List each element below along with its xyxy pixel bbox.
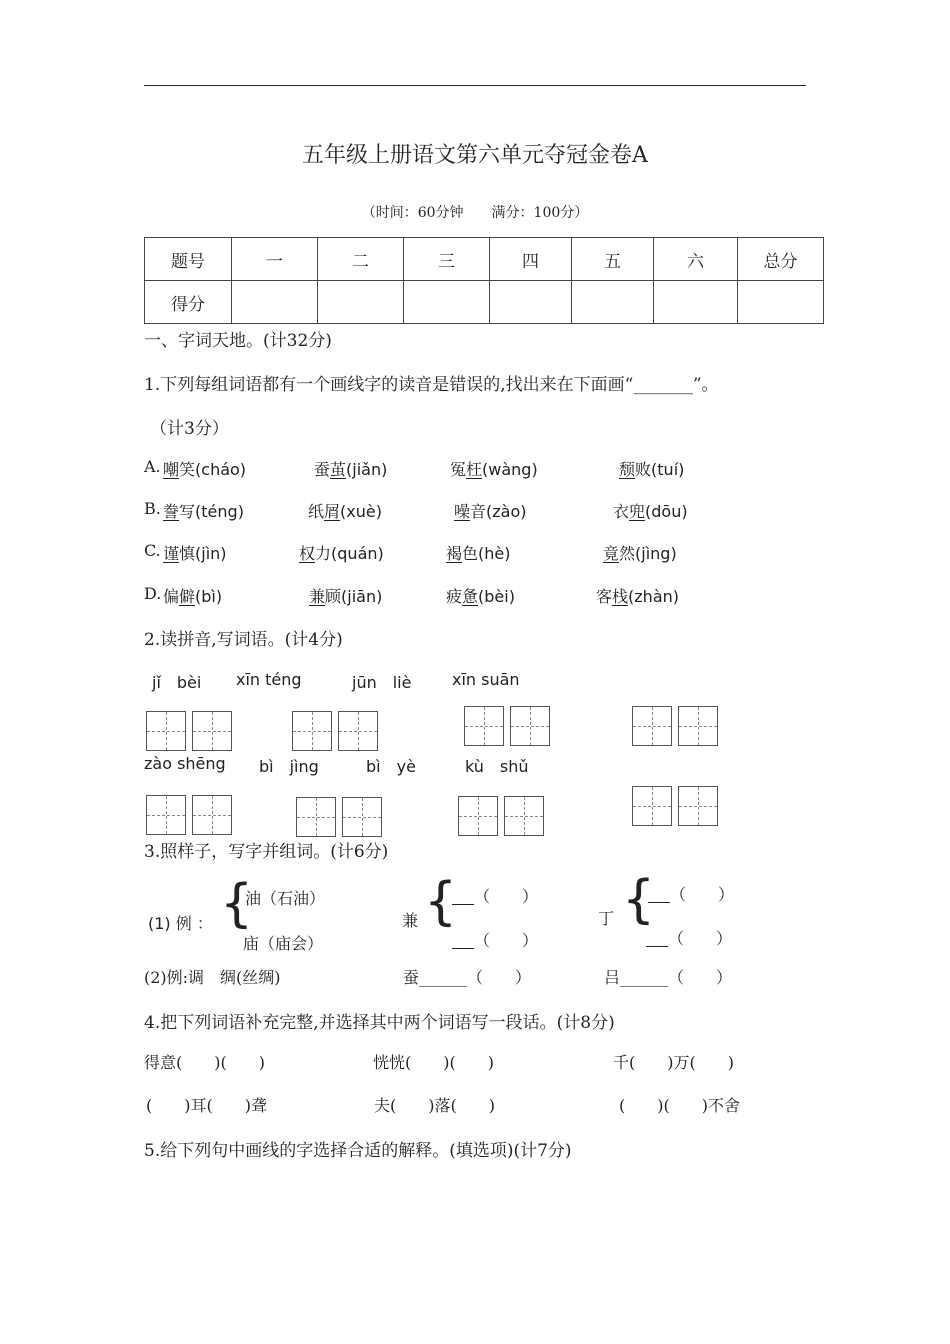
- question-1-title: 1.下列每组词语都有一个画线字的读音是错误的,找出来在下面画“_______”。: [144, 375, 719, 395]
- word-option[interactable]: [613, 499, 688, 522]
- example-label: (1) 例 ：: [148, 914, 213, 933]
- word-part: 蚕: [314, 460, 331, 479]
- underlined-char: 谨: [163, 544, 180, 563]
- word-option[interactable]: [446, 584, 515, 607]
- section-heading: 一、字词天地。(计32分): [144, 331, 332, 351]
- idiom-blank[interactable]: 得意( )( ): [144, 1053, 265, 1072]
- score-input-cell[interactable]: [738, 281, 824, 324]
- question-3-title: 3.照样子，写字并组词。(计6分): [144, 842, 389, 862]
- pinyin-label: jūn liè: [352, 673, 412, 692]
- pinyin-annotation: (jìn): [195, 544, 227, 563]
- word-part: 色: [462, 544, 479, 563]
- pinyin-annotation: (hè): [478, 544, 511, 563]
- paren-blank[interactable]: （ ）: [668, 929, 733, 948]
- fill-item[interactable]: 蚕______（ ）: [403, 968, 532, 987]
- score-input-cell[interactable]: [654, 281, 738, 324]
- score-input-cell[interactable]: [232, 281, 318, 324]
- answer-blank[interactable]: [646, 926, 732, 949]
- underlined-char: 僻: [179, 587, 196, 606]
- score-input-cell[interactable]: [572, 281, 654, 324]
- word-part: 偏: [163, 587, 180, 606]
- score-table: [144, 237, 824, 324]
- paren-blank[interactable]: （ ）: [474, 887, 539, 906]
- underlined-char: 兼: [309, 587, 326, 606]
- underlined-char: 褐: [446, 544, 463, 563]
- score-table-score-row: [145, 281, 824, 324]
- writing-grid[interactable]: [632, 786, 718, 826]
- given-char: 兼: [402, 911, 419, 930]
- writing-grid[interactable]: [292, 711, 378, 751]
- writing-grid[interactable]: [296, 797, 382, 837]
- idiom-blank[interactable]: ( )( )不舍: [619, 1096, 740, 1115]
- writing-grid[interactable]: [458, 796, 544, 836]
- word-option[interactable]: [299, 541, 384, 564]
- underlined-char: 枉: [466, 460, 483, 479]
- word-option[interactable]: [603, 541, 677, 564]
- pinyin-label: kù shǔ: [465, 757, 529, 776]
- word-part: 冤: [450, 460, 467, 479]
- pinyin-annotation: (zào): [486, 502, 527, 521]
- score-label-cell: 得分: [145, 281, 232, 324]
- word-option[interactable]: [309, 584, 382, 607]
- pinyin-annotation: (jiān): [341, 587, 383, 606]
- score-header-cell: 总分: [738, 238, 824, 281]
- word-option[interactable]: [163, 541, 227, 564]
- option-label: A.: [144, 457, 161, 476]
- paren-blank[interactable]: （ ）: [670, 885, 735, 904]
- pinyin-annotation: (téng): [195, 502, 244, 521]
- pinyin-label: xīn téng: [236, 670, 302, 689]
- word-option[interactable]: [163, 457, 246, 480]
- pinyin-annotation: (dōu): [645, 502, 688, 521]
- pinyin-annotation: (wàng): [482, 460, 538, 479]
- answer-blank[interactable]: [452, 928, 538, 951]
- underlined-char: 颓: [619, 460, 636, 479]
- top-rule: [144, 85, 806, 86]
- fill-item[interactable]: 吕______（ ）: [604, 968, 733, 987]
- brace-symbol: {: [622, 870, 656, 930]
- question-1-points: （计3分）: [150, 419, 229, 439]
- writing-grid[interactable]: [146, 795, 232, 835]
- word-option[interactable]: [308, 499, 382, 522]
- pinyin-annotation: (jìng): [635, 544, 677, 563]
- option-label: B.: [144, 499, 161, 518]
- word-option[interactable]: [596, 584, 679, 607]
- word-option[interactable]: [454, 499, 527, 522]
- example-line-2: (2)例:调 绸(丝绸): [144, 968, 281, 987]
- word-part: 衣: [613, 502, 630, 521]
- given-char: 丁: [598, 909, 615, 928]
- page-title: 五年级上册语文第六单元夺冠金卷A: [302, 143, 648, 168]
- question-2-title: 2.读拼音,写词语。(计4分): [144, 630, 343, 650]
- score-header-cell: 题号: [145, 238, 232, 281]
- pinyin-label: bì yè: [366, 757, 416, 776]
- option-label: C.: [144, 541, 161, 560]
- brace-symbol: {: [220, 874, 254, 934]
- pinyin-annotation: (bèi): [478, 587, 515, 606]
- word-part: 纸: [308, 502, 325, 521]
- score-table-header-row: [145, 238, 824, 281]
- writing-grid[interactable]: [632, 706, 718, 746]
- underlined-char: 惫: [462, 587, 479, 606]
- answer-blank[interactable]: [452, 884, 538, 907]
- pinyin-annotation: (xuè): [340, 502, 382, 521]
- word-part: 慎: [179, 544, 196, 563]
- idiom-blank[interactable]: 恍恍( )( ): [373, 1053, 494, 1072]
- score-input-cell[interactable]: [404, 281, 490, 324]
- brace-symbol: {: [424, 872, 458, 932]
- pinyin-label: xīn suān: [452, 670, 520, 689]
- word-option[interactable]: [446, 541, 511, 564]
- pinyin-annotation: (quán): [331, 544, 384, 563]
- example-word: 油（石油）: [245, 889, 326, 908]
- word-option[interactable]: [450, 457, 538, 480]
- writing-grid[interactable]: [464, 706, 550, 746]
- example-word: 庙（庙会）: [243, 934, 324, 953]
- underlined-char: 茧: [330, 460, 347, 479]
- word-option[interactable]: [163, 499, 244, 522]
- question-4-title: 4.把下列词语补充完整,并选择其中两个词语写一段话。(计8分): [144, 1013, 615, 1033]
- underlined-char: 屑: [324, 502, 341, 521]
- score-header-cell: 三: [404, 238, 490, 281]
- underlined-char: 竟: [603, 544, 620, 563]
- word-part: 疲: [446, 587, 463, 606]
- pinyin-label: bì jìng: [259, 757, 319, 776]
- underlined-char: 嘲: [163, 460, 180, 479]
- underlined-char: 兜: [629, 502, 646, 521]
- score-input-cell[interactable]: [318, 281, 404, 324]
- pinyin-annotation: (tuí): [651, 460, 685, 479]
- score-input-cell[interactable]: [490, 281, 572, 324]
- idiom-blank[interactable]: 夫( )落( ): [374, 1096, 495, 1115]
- option-label: D.: [144, 584, 162, 603]
- exam-info: （时间：60分钟 满分：100分）: [361, 205, 589, 221]
- score-header-cell: 二: [318, 238, 404, 281]
- idiom-blank[interactable]: 千( )万( ): [613, 1053, 734, 1072]
- score-header-cell: 五: [572, 238, 654, 281]
- underlined-char: 权: [299, 544, 316, 563]
- answer-blank[interactable]: [648, 882, 734, 905]
- writing-grid[interactable]: [146, 711, 232, 751]
- question-5-title: 5.给下列句中画线的字选择合适的解释。(填选项)(计7分): [144, 1141, 572, 1161]
- word-part: 败: [635, 460, 652, 479]
- pinyin-annotation: (cháo): [195, 460, 247, 479]
- underlined-char: 誊: [163, 502, 180, 521]
- underlined-char: 栈: [612, 587, 629, 606]
- paren-blank[interactable]: （ ）: [474, 931, 539, 950]
- word-part: 笑: [179, 460, 196, 479]
- word-part: 客: [596, 587, 613, 606]
- pinyin-annotation: (zhàn): [628, 587, 679, 606]
- pinyin-annotation: (jiǎn): [346, 460, 388, 479]
- word-option[interactable]: [619, 457, 684, 480]
- pinyin-label: jǐ bèi: [152, 673, 202, 692]
- word-part: 写: [179, 502, 196, 521]
- idiom-blank[interactable]: ( )耳( )聋: [146, 1096, 267, 1115]
- score-header-cell: 四: [490, 238, 572, 281]
- word-option[interactable]: [163, 584, 222, 607]
- underlined-char: 噪: [454, 502, 471, 521]
- score-header-cell: 一: [232, 238, 318, 281]
- pinyin-annotation: (bì): [195, 587, 223, 606]
- word-option[interactable]: [314, 457, 387, 480]
- word-part: 然: [619, 544, 636, 563]
- word-part: 力: [315, 544, 332, 563]
- word-part: 音: [470, 502, 487, 521]
- score-header-cell: 六: [654, 238, 738, 281]
- pinyin-label: zào shēng: [144, 754, 226, 773]
- word-part: 顾: [325, 587, 342, 606]
